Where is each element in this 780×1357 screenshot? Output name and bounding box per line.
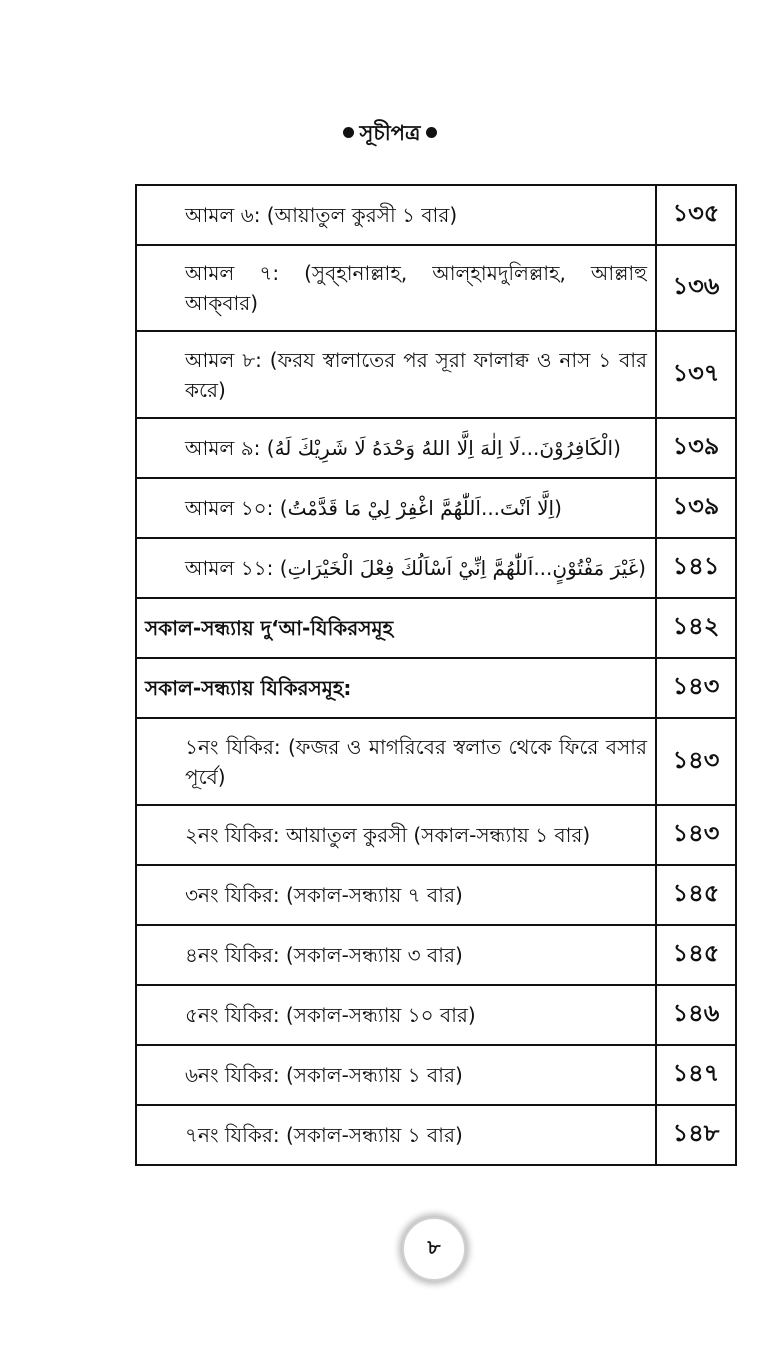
toc-entry-title: ৭নং যিকির: (সকাল-সন্ধ্যায় ১ বার) — [185, 1123, 463, 1147]
toc-entry-title: আমল ৮: (ফরয স্বালাতের পর সূরা ফালাক্ব ও নাস ১ বার করে) — [136, 331, 656, 418]
toc-page-number: ১৪৩ — [656, 718, 736, 805]
bullet-right-icon — [426, 127, 437, 138]
toc-page-number: ১৪৩ — [656, 658, 736, 718]
page-title: সূচীপত্র — [359, 121, 421, 145]
table-of-contents — [135, 184, 737, 1166]
toc-row — [136, 245, 736, 331]
toc-page-number: ১৪৭ — [656, 1045, 736, 1105]
toc-row — [136, 185, 736, 245]
toc-entry-title: আমল ৭: (সুব্‌হানাল্লাহ, আল্‌হামদুলিল্লাহ, আল্লাহু আক্‌বার) — [136, 245, 656, 331]
toc-entry-title: ৫নং যিকির: (সকাল-সন্ধ্যায় ১০ বার) — [136, 985, 656, 1045]
toc-row — [136, 925, 736, 985]
toc-row — [136, 478, 736, 538]
toc-row — [136, 538, 736, 598]
toc-page-number: ১৪২ — [656, 598, 736, 658]
toc-page-number: ১৪৫ — [656, 925, 736, 985]
toc-page-number: ১৪৬ — [656, 985, 736, 1045]
toc-entry-title: আমল ১১: (غَيْرَ مَفْتُوْنٍ...اَللّٰهُمَّ اِنِّيْ اَسْاَلُكَ فِعْلَ الْخَيْرَاتِ) — [136, 538, 656, 598]
toc-entry-title: ৪নং যিকির: (সকাল-সন্ধ্যায় ৩ বার) — [136, 925, 656, 985]
toc-row — [136, 418, 736, 478]
toc-page-number: ১৩৬ — [656, 245, 736, 331]
toc-entry-title: আমল ৬: (আয়াতুল কুরসী ১ বার) — [136, 185, 656, 245]
toc-page-number: ১৪১ — [656, 538, 736, 598]
toc-row — [136, 718, 736, 805]
toc-page-number: ১৪৫ — [656, 865, 736, 925]
toc-page-number: ১৪৩ — [656, 805, 736, 865]
toc-entry-title: ২নং যিকির: আয়াতুল কুরসী (সকাল-সন্ধ্যায় ১ বার) — [136, 805, 656, 865]
toc-row — [136, 805, 736, 865]
toc-row — [136, 985, 736, 1045]
toc-section-title: সকাল-সন্ধ্যায় দু‘আ-যিকিরসমূহ — [136, 598, 656, 658]
toc-entry-title: ৬নং যিকির: (সকাল-সন্ধ্যায় ১ বার) — [136, 1045, 656, 1105]
toc-section-title: সকাল-সন্ধ্যায় যিকিরসমূহ: — [136, 658, 656, 718]
page-number-badge — [402, 1217, 466, 1281]
toc-entry-title: ৩নং যিকির: (সকাল-সন্ধ্যায় ৭ বার) — [136, 865, 656, 925]
toc-page-number: ১৪৮ — [656, 1105, 736, 1165]
toc-section-row — [136, 598, 736, 658]
bullet-left-icon — [343, 127, 354, 138]
page-number: ৮ — [427, 1234, 441, 1259]
toc-page-number: ১৩৫ — [656, 185, 736, 245]
toc-entry-title: আমল ৯: (الْكَافِرُوْنَ...لَا اِلٰهَ اِلَّا اللهُ وَحْدَهُ لَا شَرِيْكَ لَهُ) — [136, 418, 656, 478]
page-header — [0, 116, 780, 150]
toc-row — [136, 1105, 736, 1165]
toc-page-number: ১৩৯ — [656, 478, 736, 538]
toc-section-row — [136, 658, 736, 718]
toc-entry-title: আমল ১০: (اِلَّا اَنْتَ...اَللّٰهُمَّ اغْفِرْ لِيْ مَا قَدَّمْتُ) — [136, 478, 656, 538]
toc-page-number: ১৩৯ — [656, 418, 736, 478]
toc-row — [136, 865, 736, 925]
toc-page-number: ১৩৭ — [656, 331, 736, 418]
toc-entry-title: ১নং যিকির: (ফজর ও মাগরিবের স্বলাত থেকে ফিরে বসার পূর্বে) — [136, 718, 656, 805]
toc-row — [136, 331, 736, 418]
toc-row — [136, 1045, 736, 1105]
